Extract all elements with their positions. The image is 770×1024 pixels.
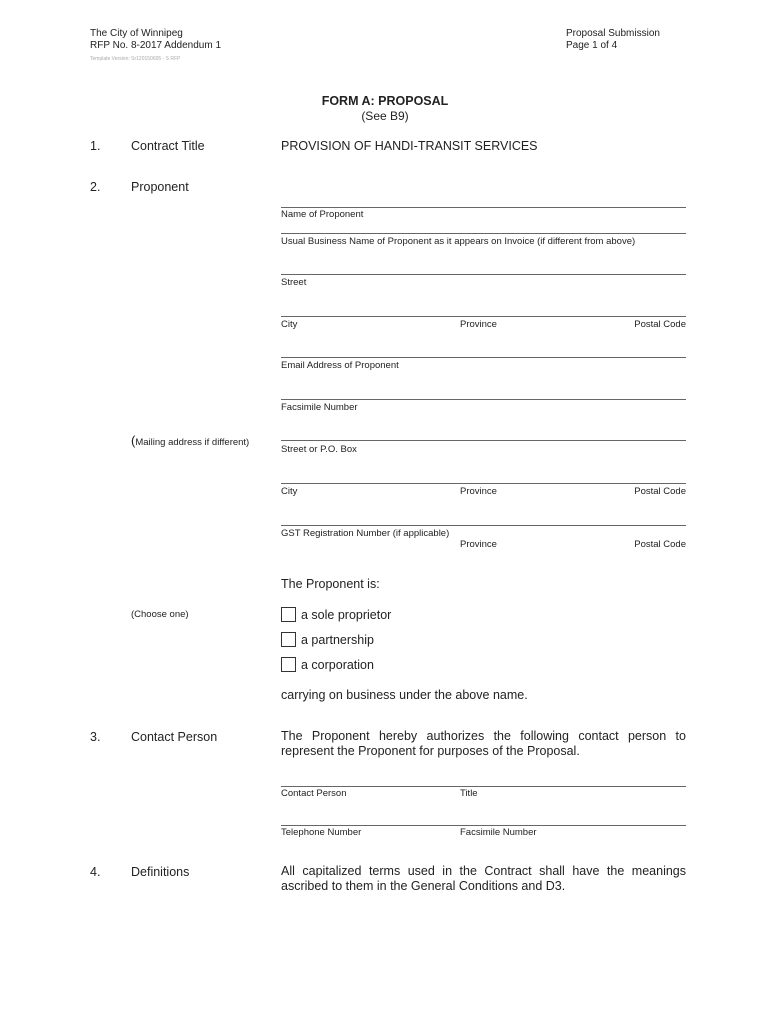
contact-title-caption: Title [460,788,478,799]
mailing-street-line [281,440,686,441]
contact-authorization-text: The Proponent hereby authorizes the following contact person to represent the Proponent for purposes of the Proposal. [281,729,686,758]
contact-person-field[interactable] [281,771,684,785]
fax-caption: Facsimile Number [281,402,358,413]
proponent-name-line [281,207,686,208]
definitions-text: All capitalized terms used in the Contract shall have the meanings ascribed to them in the General Conditions and D3. [281,864,686,893]
email-caption: Email Address of Proponent [281,360,399,371]
mailing-province-caption: Province [460,486,497,497]
gst-caption: GST Registration Number (if applicable) [281,528,450,539]
header-rfp-number: RFP No. 8-2017 Addendum 1 [90,40,222,51]
mailing-city-line [281,483,686,484]
corporation-label: a corporation [301,658,374,672]
proponent-name-caption: Name of Proponent [281,209,364,220]
email-line [281,357,686,358]
street-field[interactable] [281,259,684,273]
email-field[interactable] [281,342,684,356]
section-2-label: Proponent [131,180,189,194]
sole-proprietor-checkbox[interactable] [281,607,296,622]
header-page-number: Page 1 of 4 [566,40,618,51]
mailing-city-field[interactable] [281,468,684,482]
header-org: The City of Winnipeg [90,28,183,39]
mailing-address-note: (Mailing address if different) [131,433,250,448]
business-name-caption: Usual Business Name of Proponent as it appears on Invoice (if different from above) [281,236,636,247]
business-name-line [281,233,686,234]
mailing-street-field[interactable] [281,425,684,439]
fax-field[interactable] [281,384,684,398]
business-name-field[interactable] [281,218,684,232]
corporation-checkbox[interactable] [281,657,296,672]
mailing-postal-caption: Postal Code [634,486,686,497]
mailing-address-note-text: Mailing address if different) [135,437,250,448]
mailing-street-caption: Street or P.O. Box [281,444,357,455]
city-line [281,316,686,317]
city-province-postal-field[interactable] [281,301,684,315]
province-caption: Province [460,319,497,330]
city-caption: City [281,319,298,330]
gst-postal-caption: Postal Code [634,539,686,550]
proponent-is-label: The Proponent is: [281,577,380,591]
telephone-caption: Telephone Number [281,827,362,838]
carrying-on-business-text: carrying on business under the above name. [281,688,528,702]
section-3-number: 3. [90,730,101,744]
section-3-label: Contact Person [131,730,218,744]
proponent-name-field[interactable] [281,192,684,206]
sole-proprietor-label: a sole proprietor [301,608,392,622]
telephone-fax-field[interactable] [281,810,684,824]
section-1-number: 1. [90,139,101,153]
header-doc-type: Proposal Submission [566,28,660,39]
mailing-city-caption: City [281,486,298,497]
header-template-version: Template Version: Sr120150605 - S RFP [90,56,181,62]
contact-person-caption: Contact Person [281,788,347,799]
section-4-number: 4. [90,865,101,879]
section-1-label: Contract Title [131,139,205,153]
section-2-number: 2. [90,180,101,194]
choose-one-note: (Choose one) [131,609,189,620]
contact-fax-caption: Facsimile Number [460,827,537,838]
section-4-label: Definitions [131,865,190,879]
postal-code-caption: Postal Code [634,319,686,330]
contact-person-line [281,786,686,787]
gst-line [281,525,686,526]
telephone-line [281,825,686,826]
fax-line [281,399,686,400]
partnership-checkbox[interactable] [281,632,296,647]
partnership-label: a partnership [301,633,374,647]
street-caption: Street [281,277,307,288]
contract-title-value: PROVISION OF HANDI-TRANSIT SERVICES [281,139,538,153]
street-line [281,274,686,275]
gst-province-caption: Province [460,539,497,550]
form-title: FORM A: PROPOSAL [321,94,449,108]
form-subtitle: (See B9) [361,109,409,123]
gst-field[interactable] [281,510,684,524]
